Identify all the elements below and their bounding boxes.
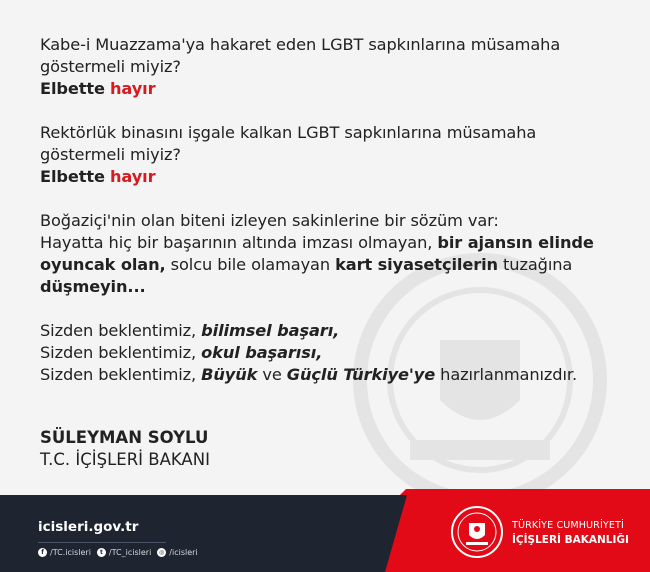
paragraph-4: [40, 320, 630, 386]
text-segment: ve: [262, 365, 282, 384]
text-segment: Sizden beklentimiz,: [40, 321, 197, 340]
question-1-line-2: göstermeli miyiz?: [40, 57, 181, 76]
footer-bar: [0, 495, 650, 572]
website-link[interactable]: icisleri.gov.tr: [38, 519, 139, 535]
text-segment: hazırlanmanızdır.: [440, 365, 577, 384]
twitter-link[interactable]: [97, 548, 151, 557]
emphasis-segment: Güçlü Türkiye'ye: [286, 365, 436, 384]
paragraph-3-line-4: düşmeyin...: [40, 277, 146, 296]
instagram-handle: /icisleri: [169, 548, 198, 557]
twitter-handle: /TC_icisleri: [108, 548, 152, 557]
answer-2-no: hayır: [109, 167, 156, 186]
bold-segment: kart siyasetçilerin: [335, 255, 498, 274]
paragraph-1: [40, 34, 630, 100]
answer-1: [40, 78, 630, 100]
ministry-emblem-icon: [450, 505, 504, 559]
text-segment: tuzağına: [503, 255, 573, 274]
text-segment: Sizden beklentimiz,: [40, 365, 197, 384]
question-2-line-2: göstermeli miyiz?: [40, 145, 181, 164]
signature-title: T.C. İÇİŞLERİ BAKANI: [40, 450, 210, 469]
signature: [40, 427, 210, 471]
facebook-icon: f: [38, 548, 47, 557]
social-links: [38, 548, 198, 557]
paragraph-3: [40, 210, 630, 298]
facebook-handle: /TC.icisleri: [50, 548, 91, 557]
answer-2: [40, 166, 630, 188]
question-1-line-1: Kabe-i Muazzama'ya hakaret eden LGBT sapkınlarına müsamaha: [40, 35, 561, 54]
text-segment: Sizden beklentimiz,: [40, 343, 197, 362]
footer-divider: [38, 542, 166, 543]
emphasis-segment: okul başarısı,: [201, 343, 323, 362]
answer-1-no: hayır: [109, 79, 156, 98]
ministry-name: [512, 519, 629, 547]
bold-segment: oyuncak olan,: [40, 255, 166, 274]
footer-red-accent: [400, 489, 650, 495]
answer-1-certainly: Elbette: [40, 79, 105, 98]
twitter-icon: t: [97, 548, 106, 557]
ministry-line-1: TÜRKİYE CUMHURİYETİ: [512, 520, 624, 531]
expectation-1: [40, 320, 630, 342]
facebook-link[interactable]: [38, 548, 91, 557]
paragraph-3-line-2: [40, 232, 630, 254]
instagram-link[interactable]: [157, 548, 197, 557]
question-2-line-1: Rektörlük binasını işgale kalkan LGBT sapkınlarına müsamaha: [40, 123, 537, 142]
paragraph-3-line-3: [40, 254, 630, 276]
emphasis-segment: Büyük: [201, 365, 258, 384]
expectation-3: [40, 364, 630, 386]
emphasis-segment: bilimsel başarı,: [201, 321, 340, 340]
instagram-icon: ◎: [159, 549, 165, 556]
text-segment: solcu bile olamayan: [170, 255, 331, 274]
paragraph-2: [40, 122, 630, 188]
text-segment: Hayatta hiç bir başarının altında imzası olmayan,: [40, 233, 433, 252]
paragraph-3-line-1: Boğaziçi'nin olan biteni izleyen sakinlerine bir sözüm var:: [40, 211, 499, 230]
post-text: [40, 34, 630, 386]
expectation-2: [40, 342, 630, 364]
signature-name: SÜLEYMAN SOYLU: [40, 428, 209, 447]
bold-segment: bir ajansın elinde: [437, 233, 594, 252]
ministry-line-2: İÇİŞLERİ BAKANLIĞI: [512, 534, 629, 546]
answer-2-certainly: Elbette: [40, 167, 105, 186]
